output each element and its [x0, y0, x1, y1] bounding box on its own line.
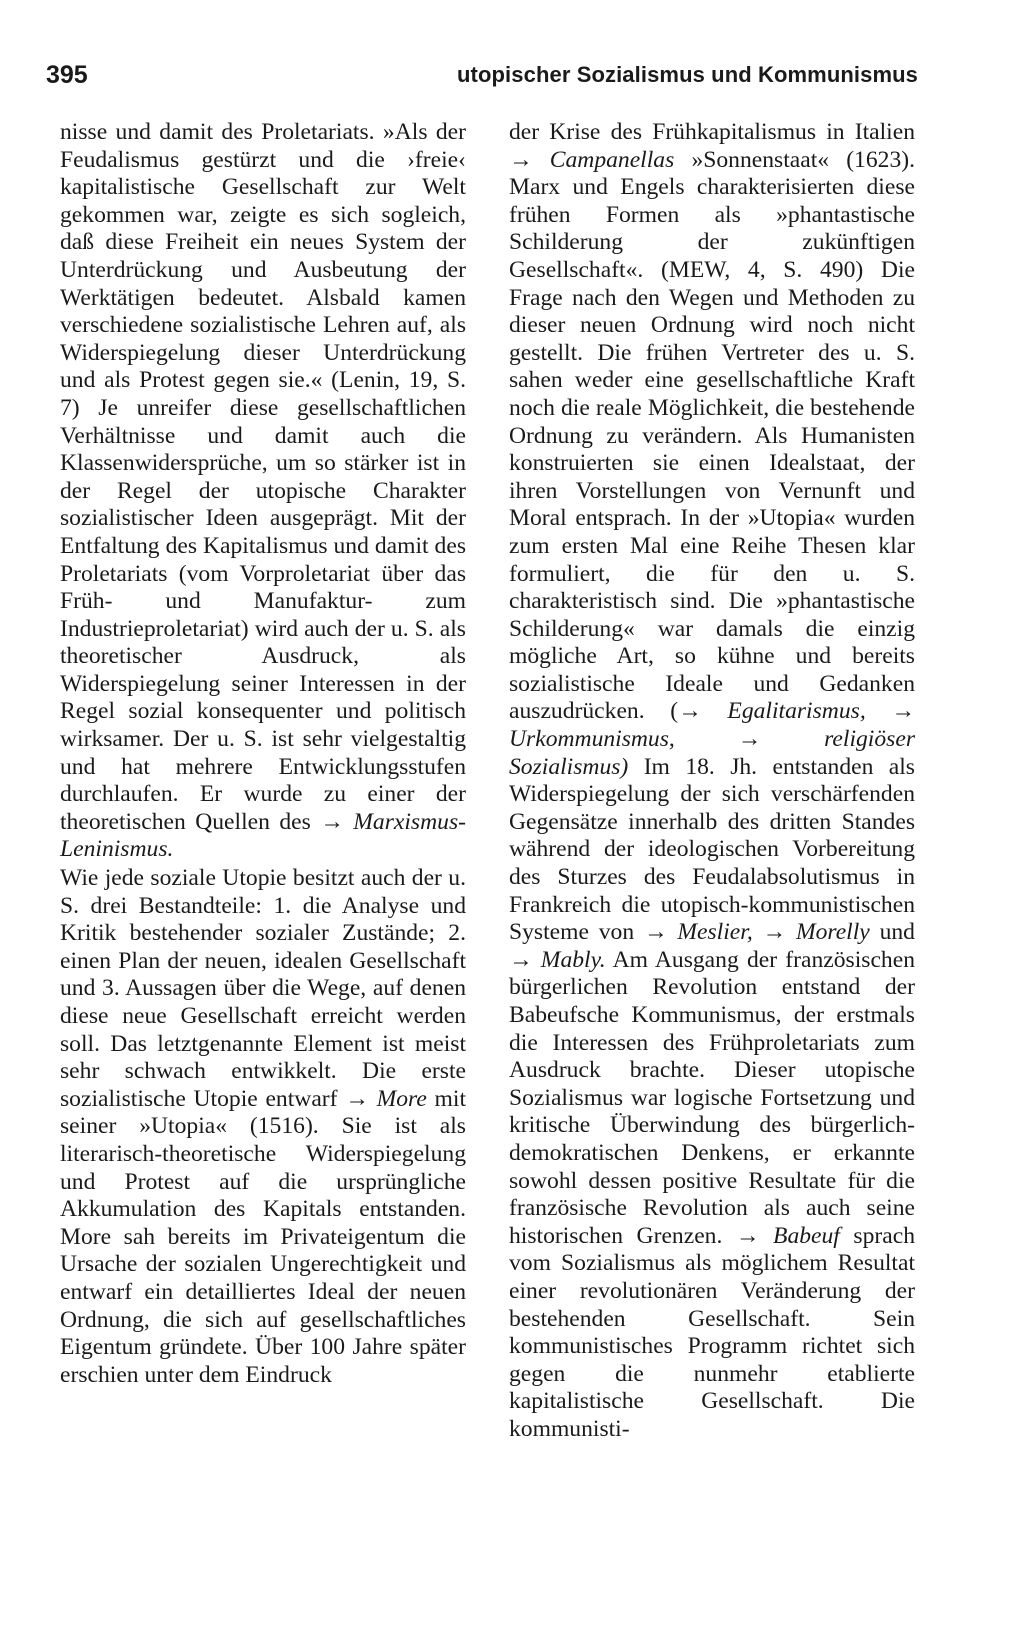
cross-reference: → More	[345, 1085, 427, 1112]
body-text: und	[879, 919, 915, 946]
body-text: der Krise des Frühkapitalismus in Italien	[509, 119, 915, 145]
body-text: Am Ausgang der französischen bürgerlichen Revolution entstand der Babeufsche Kommunismus, der erstmals die Interessen des Frühproletariats zum Ausdruck brachte. Dieser utopische Sozialismus war logische Fortsetzung und kritische Überwindung des bürgerlich-demokratischen Denkens, er erkannte sowohl dessen positive Resultate für die französische Revolution als auch seine historischen Grenzen.	[509, 946, 915, 1249]
cross-reference: → Marxismus-Leninismus.	[60, 808, 466, 863]
right-column	[509, 119, 915, 1444]
body-text: nisse und damit des Proletariats. »Als der Feudalismus gestürzt und die ›freie‹ kapitalistische Gesellschaft zur Welt gekommen war, zeigte es sich sogleich, daß diese Freiheit ein neues System der Unterdrückung und Ausbeutung der Werktätigen bedeutet. Alsbald kamen verschiedene sozialistische Lehren auf, als Widerspiegelung dieser Unterdrückung und als Protest gegen sie.« (Lenin, 19, S. 7) Je unreifer diese gesellschaftlichen Verhältnisse und damit auch die Klassenwidersprüche, um so stärker ist in der Regel der utopische Charakter sozialistischer Ideen ausgeprägt. Mit der Entfaltung des Kapitalismus und damit des Proletariats (vom Vorproletariat über das Früh- und Manufaktur- zum Industrieproletariat) wird auch der u. S. als theoretischer Ausdruck, als Widerspiegelung seiner Interessen in der Regel sozial konsequenter und politisch wirksamer. Der u. S. ist sehr vielgestaltig und hat mehrere Entwicklungsstufen durchlaufen. Er wurde zu einer der theoretischen Quellen des	[60, 119, 466, 835]
body-text: sprach vom Sozialismus als möglichem Resultat einer revolutionären Veränderung der bestehenden Gesellschaft. Sein kommunistisches Programm richtet sich gegen die nunmehr etablierte kapitalistische Gesellschaft. Die kommunisti-	[509, 1222, 915, 1442]
cross-reference: → Egalitarismus, → Urkommunismus, → religiöser Sozialismus)	[509, 698, 915, 780]
paragraph	[60, 119, 466, 864]
body-text: Im 18. Jh. entstanden als Widerspiegelung der sich verschärfenden Gegensätze innerhalb des dritten Standes während der ideologischen Vorbereitung des Sturzes des Feudalabsolutismus in Frankreich die utopisch-kommunistischen Systeme von	[509, 753, 915, 946]
cross-reference: → Babeuf	[735, 1222, 840, 1249]
body-text: Wie jede soziale Utopie besitzt auch der u. S. drei Bestandteile: 1. die Analyse und Kritik bestehender sozialer Zustände; 2. einen Plan der neuen, idealen Gesellschaft und 3. Aussagen über die Wege, auf denen diese neue Gesellschaft erreicht werden soll. Das letztgenannte Element ist meist sehr schwach entwikkelt. Die erste sozialistische Utopie entwarf	[60, 865, 466, 1112]
paragraph	[60, 865, 466, 1389]
cross-reference: → Campanellas	[509, 146, 675, 173]
page-number: 395	[46, 61, 88, 89]
cross-reference: → Mably.	[509, 946, 606, 973]
body-text: »Sonnenstaat« (1623). Marx und Engels charakterisierten diese frühen Formen als »phantastische Schilderung der zukünftigen Gesellschaft«. (MEW, 4, S. 490) Die Frage nach den Wegen und Methoden zu dieser neuen Ordnung wird noch nicht gestellt. Die frühen Vertreter des u. S. sahen weder eine gesellschaftliche Kraft noch die reale Möglichkeit, die bestehende Ordnung zu verändern. Als Humanisten konstruierten sie einen Idealstaat, der ihren Vorstellungen von Vernunft und Moral entsprach. In der »Utopia« wurden zum ersten Mal eine Reihe Thesen klar formuliert, die für den u. S. charakteristisch sind. Die »phantastische Schilderung« war damals die einzig mögliche Art, so kühne und bereits sozialistische Ideale und Gedanken auszudrücken. (	[509, 146, 915, 725]
running-title: utopischer Sozialismus und Kommunismus	[457, 62, 918, 87]
left-column	[60, 119, 466, 1389]
cross-reference: → Meslier, → Morelly	[643, 919, 870, 946]
body-text: mit seiner »Utopia« (1516). Sie ist als literarisch-theoretische Widerspiegelung und Protest auf die ursprüngliche Akkumulation des Kapitals entstanden. More sah bereits im Privateigentum die Ursache der sozialen Ungerechtigkeit und entwarf ein detailliertes Ideal der neuen Ordnung, die sich auf gesellschaftliches Eigentum gründete. Über 100 Jahre später erschien unter dem Eindruck	[60, 1085, 466, 1388]
paragraph	[509, 119, 915, 1444]
page-header	[46, 58, 918, 92]
